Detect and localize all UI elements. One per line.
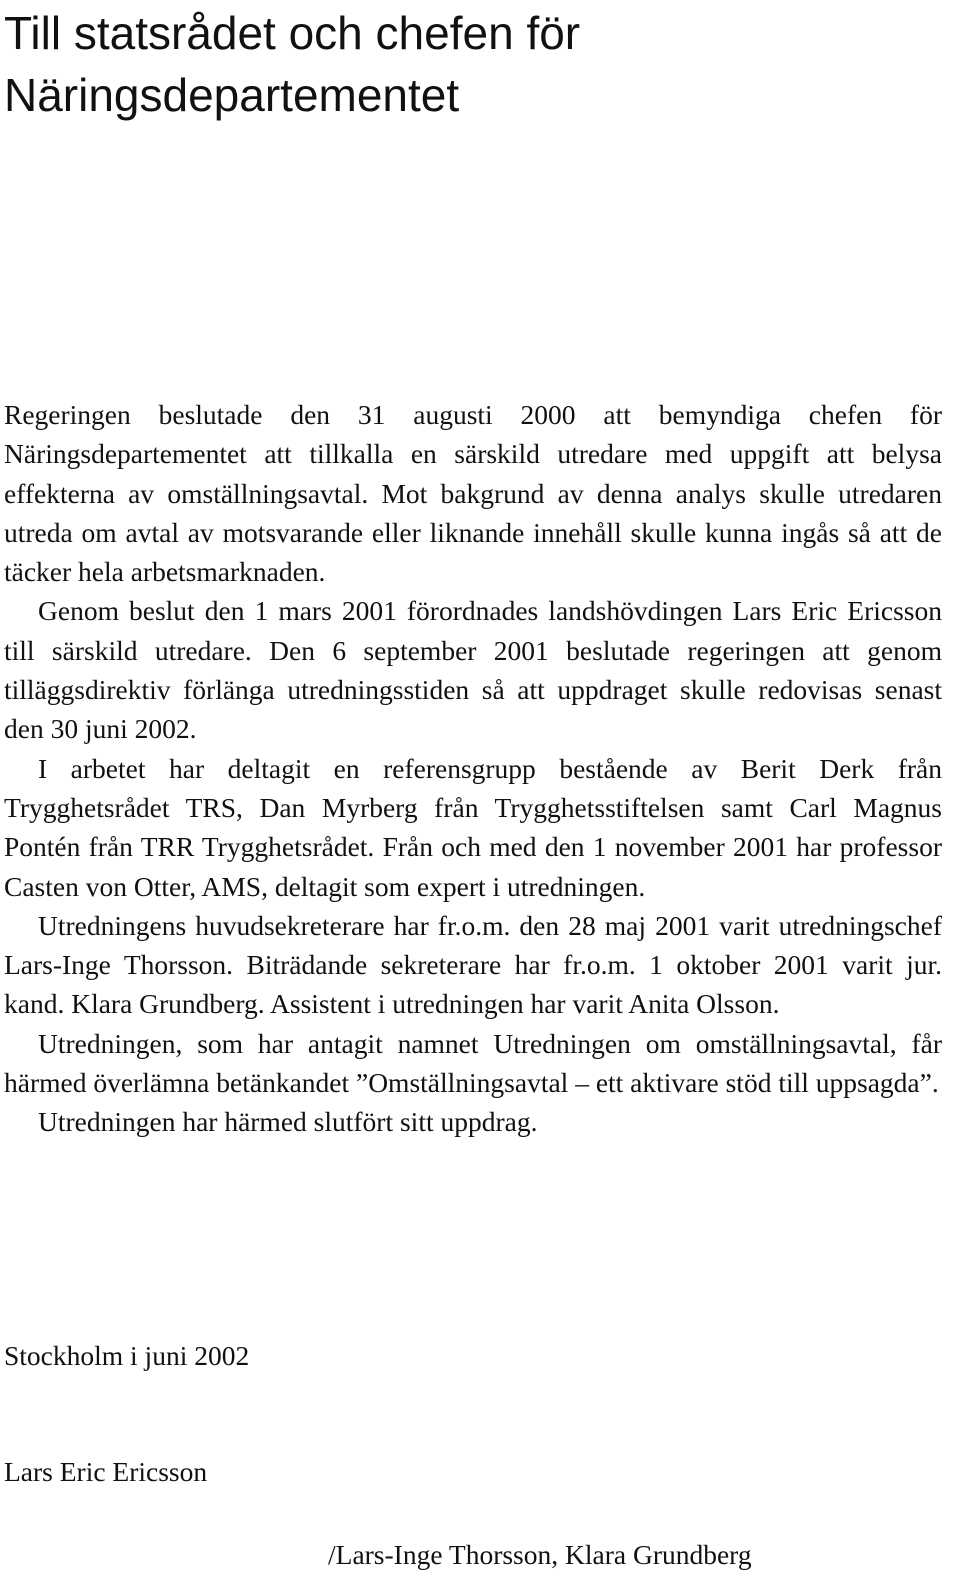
paragraph-reference-group: I arbetet har deltagit en referensgrupp bestående av Berit Derk från Trygghetsrådet TRS, Dan Myrberg från Trygghetsstiftelsen samt Carl Magnus Pontén från TRR Trygghetsrådet. Från och med den 1 november 2001 har professor Casten von Otter, AMS, deltagit som expert i utredningen. [4,752,942,902]
paragraph-report-handover: Utredningen, som har antagit namnet Utredningen om omställningsavtal, får härmed överlämna betänkandet ”Omställningsavtal – ett aktivare stöd till uppsagda”. [4,1027,942,1099]
heading-line-2: Näringsdepartementet [4,69,460,121]
place-and-date: Stockholm i juni 2002 [4,1340,250,1371]
paragraph-secretariat: Utredningens huvudsekreterare har fr.o.m. den 28 maj 2001 varit utredningschef Lars-Inge Thorsson. Biträdande sekreterare har fr.o.m. 1 oktober 2001 varit jur. kand. Klara Grundberg. Assistent i utredningen har varit Anita Olsson. [4,909,942,1020]
paragraph-assignment: Regeringen beslutade den 31 augusti 2000 att bemyndiga chefen för Näringsdepartementet att tillkalla en särskild utredare med uppgift att belysa effekterna av omställningsavtal. Mot bakgrund av denna analys skulle utredaren utreda om avtal av motsvarande eller liknande innehåll skulle kunna ingås så att de täcker hela arbetsmarknaden. [4,399,942,588]
heading-line-1: Till statsrådet och chefen för [4,7,581,59]
letter-heading [4,2,944,126]
signatory-name: Lars Eric Ericsson [4,1456,208,1487]
paragraph-completion: Utredningen har härmed slutfört sitt uppdrag. [38,1106,538,1138]
letter-body [4,395,942,1142]
co-signers: /Lars-Inge Thorsson, Klara Grundberg [328,1539,752,1570]
paragraph-appointment: Genom beslut den 1 mars 2001 förordnades landshövdingen Lars Eric Ericsson till särskild utredare. Den 6 september 2001 beslutade regeringen att genom tilläggsdirektiv förlänga utredningsstiden så att uppdraget skulle redovisas senast den 30 juni 2002. [4,595,942,745]
